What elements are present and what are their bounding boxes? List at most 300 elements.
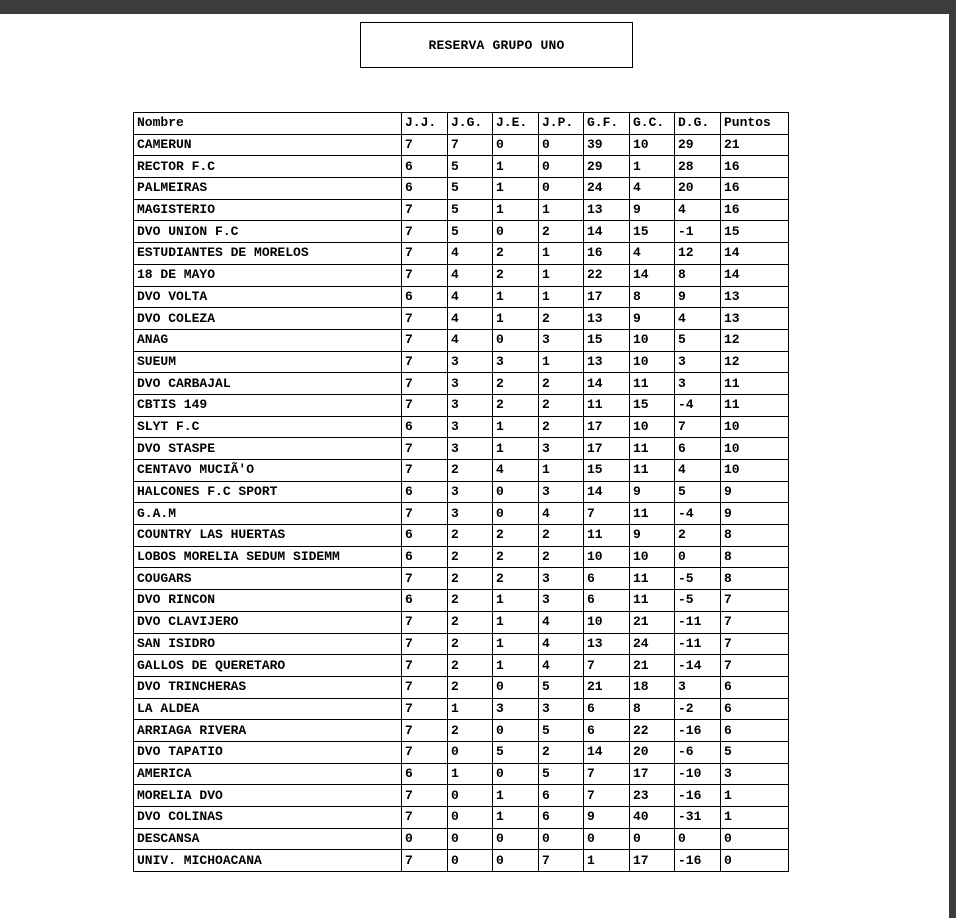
cell-dg: 3 <box>675 351 721 373</box>
cell-puntos: 11 <box>721 373 789 395</box>
cell-je: 4 <box>493 460 539 482</box>
cell-jj: 6 <box>402 178 448 200</box>
cell-gc: 10 <box>630 329 675 351</box>
cell-je: 1 <box>493 199 539 221</box>
cell-jg: 2 <box>448 655 493 677</box>
cell-je: 0 <box>493 763 539 785</box>
cell-gf: 14 <box>584 373 630 395</box>
cell-jg: 0 <box>448 741 493 763</box>
cell-jj: 7 <box>402 373 448 395</box>
table-header-row <box>134 113 789 135</box>
cell-jp: 2 <box>539 373 584 395</box>
cell-dg: -6 <box>675 741 721 763</box>
cell-gf: 7 <box>584 503 630 525</box>
cell-team-name: LA ALDEA <box>134 698 402 720</box>
cell-team-name: ESTUDIANTES DE MORELOS <box>134 243 402 265</box>
cell-gf: 6 <box>584 698 630 720</box>
cell-jj: 7 <box>402 199 448 221</box>
cell-dg: 4 <box>675 308 721 330</box>
cell-gc: 11 <box>630 373 675 395</box>
header-puntos: Puntos <box>721 113 789 135</box>
cell-puntos: 6 <box>721 720 789 742</box>
cell-dg: -16 <box>675 720 721 742</box>
cell-jj: 7 <box>402 633 448 655</box>
cell-puntos: 14 <box>721 264 789 286</box>
cell-puntos: 8 <box>721 568 789 590</box>
cell-puntos: 15 <box>721 221 789 243</box>
cell-gc: 4 <box>630 178 675 200</box>
cell-jp: 3 <box>539 568 584 590</box>
cell-puntos: 13 <box>721 286 789 308</box>
cell-jg: 2 <box>448 568 493 590</box>
cell-dg: 4 <box>675 460 721 482</box>
cell-jp: 3 <box>539 438 584 460</box>
cell-jg: 4 <box>448 286 493 308</box>
cell-team-name: CBTIS 149 <box>134 394 402 416</box>
cell-dg: -16 <box>675 850 721 872</box>
header-jj: J.J. <box>402 113 448 135</box>
cell-gc: 10 <box>630 416 675 438</box>
cell-team-name: DVO UNION F.C <box>134 221 402 243</box>
cell-jp: 5 <box>539 676 584 698</box>
cell-dg: 20 <box>675 178 721 200</box>
cell-jp: 4 <box>539 655 584 677</box>
cell-je: 1 <box>493 416 539 438</box>
cell-jj: 7 <box>402 850 448 872</box>
cell-team-name: PALMEIRAS <box>134 178 402 200</box>
cell-jj: 7 <box>402 134 448 156</box>
cell-gc: 17 <box>630 763 675 785</box>
cell-gf: 14 <box>584 741 630 763</box>
cell-gc: 9 <box>630 308 675 330</box>
cell-puntos: 9 <box>721 503 789 525</box>
cell-jg: 5 <box>448 178 493 200</box>
header-gf: G.F. <box>584 113 630 135</box>
page-title: RESERVA GRUPO UNO <box>360 22 633 68</box>
table-row <box>134 828 789 850</box>
cell-dg: 12 <box>675 243 721 265</box>
cell-jp: 2 <box>539 741 584 763</box>
cell-jj: 7 <box>402 460 448 482</box>
cell-gc: 8 <box>630 698 675 720</box>
cell-puntos: 12 <box>721 329 789 351</box>
cell-jp: 0 <box>539 828 584 850</box>
cell-jp: 3 <box>539 698 584 720</box>
cell-team-name: DVO TRINCHERAS <box>134 676 402 698</box>
cell-dg: -5 <box>675 568 721 590</box>
cell-jj: 6 <box>402 286 448 308</box>
cell-jg: 0 <box>448 785 493 807</box>
cell-puntos: 8 <box>721 525 789 547</box>
cell-jp: 6 <box>539 807 584 829</box>
cell-dg: -2 <box>675 698 721 720</box>
cell-dg: 2 <box>675 525 721 547</box>
cell-jg: 3 <box>448 416 493 438</box>
cell-gc: 9 <box>630 199 675 221</box>
cell-dg: 29 <box>675 134 721 156</box>
cell-dg: 0 <box>675 828 721 850</box>
cell-gc: 11 <box>630 568 675 590</box>
cell-jg: 4 <box>448 243 493 265</box>
cell-jp: 3 <box>539 329 584 351</box>
cell-jj: 6 <box>402 416 448 438</box>
cell-dg: 5 <box>675 481 721 503</box>
cell-gf: 1 <box>584 850 630 872</box>
cell-jp: 4 <box>539 503 584 525</box>
table-row <box>134 676 789 698</box>
cell-gf: 13 <box>584 351 630 373</box>
cell-je: 2 <box>493 525 539 547</box>
cell-puntos: 7 <box>721 611 789 633</box>
standings-body <box>134 134 789 871</box>
cell-jp: 2 <box>539 221 584 243</box>
cell-dg: 7 <box>675 416 721 438</box>
table-row <box>134 308 789 330</box>
cell-team-name: SAN ISIDRO <box>134 633 402 655</box>
header-je: J.E. <box>493 113 539 135</box>
cell-jp: 1 <box>539 264 584 286</box>
cell-jg: 0 <box>448 850 493 872</box>
cell-gc: 10 <box>630 546 675 568</box>
cell-jg: 5 <box>448 156 493 178</box>
header-gc: G.C. <box>630 113 675 135</box>
cell-jg: 0 <box>448 828 493 850</box>
header-jg: J.G. <box>448 113 493 135</box>
table-row <box>134 221 789 243</box>
cell-je: 2 <box>493 264 539 286</box>
cell-gf: 6 <box>584 590 630 612</box>
cell-gc: 9 <box>630 481 675 503</box>
cell-gf: 17 <box>584 416 630 438</box>
cell-gf: 16 <box>584 243 630 265</box>
cell-team-name: GALLOS DE QUERETARO <box>134 655 402 677</box>
cell-je: 2 <box>493 373 539 395</box>
table-row <box>134 763 789 785</box>
cell-puntos: 10 <box>721 416 789 438</box>
table-row <box>134 698 789 720</box>
cell-jj: 7 <box>402 264 448 286</box>
cell-jj: 7 <box>402 611 448 633</box>
cell-team-name: DVO STASPE <box>134 438 402 460</box>
cell-je: 2 <box>493 546 539 568</box>
cell-puntos: 21 <box>721 134 789 156</box>
cell-je: 0 <box>493 221 539 243</box>
cell-gc: 10 <box>630 134 675 156</box>
cell-jj: 6 <box>402 481 448 503</box>
table-row <box>134 785 789 807</box>
cell-gf: 11 <box>584 394 630 416</box>
cell-gc: 11 <box>630 438 675 460</box>
cell-gc: 15 <box>630 221 675 243</box>
cell-jp: 5 <box>539 763 584 785</box>
header-dg: D.G. <box>675 113 721 135</box>
cell-team-name: COUGARS <box>134 568 402 590</box>
cell-dg: -10 <box>675 763 721 785</box>
cell-jj: 7 <box>402 503 448 525</box>
cell-team-name: ANAG <box>134 329 402 351</box>
cell-gc: 11 <box>630 460 675 482</box>
cell-gf: 11 <box>584 525 630 547</box>
cell-je: 0 <box>493 850 539 872</box>
cell-dg: 8 <box>675 264 721 286</box>
cell-puntos: 0 <box>721 850 789 872</box>
table-row <box>134 655 789 677</box>
cell-je: 2 <box>493 568 539 590</box>
cell-je: 1 <box>493 807 539 829</box>
cell-gf: 6 <box>584 568 630 590</box>
cell-je: 2 <box>493 243 539 265</box>
cell-je: 3 <box>493 698 539 720</box>
cell-jg: 2 <box>448 546 493 568</box>
cell-gf: 7 <box>584 763 630 785</box>
cell-dg: 4 <box>675 199 721 221</box>
cell-jg: 3 <box>448 438 493 460</box>
cell-gc: 21 <box>630 655 675 677</box>
table-row <box>134 568 789 590</box>
cell-dg: -11 <box>675 633 721 655</box>
cell-jg: 2 <box>448 525 493 547</box>
table-row <box>134 633 789 655</box>
cell-jp: 3 <box>539 481 584 503</box>
cell-je: 5 <box>493 741 539 763</box>
table-row <box>134 156 789 178</box>
table-row <box>134 590 789 612</box>
cell-je: 1 <box>493 178 539 200</box>
table-row <box>134 460 789 482</box>
cell-team-name: ARRIAGA RIVERA <box>134 720 402 742</box>
cell-jp: 2 <box>539 525 584 547</box>
table-row <box>134 438 789 460</box>
table-row <box>134 611 789 633</box>
cell-je: 1 <box>493 655 539 677</box>
cell-jp: 2 <box>539 416 584 438</box>
header-jp: J.P. <box>539 113 584 135</box>
cell-jj: 0 <box>402 828 448 850</box>
cell-puntos: 3 <box>721 763 789 785</box>
cell-je: 0 <box>493 329 539 351</box>
cell-puntos: 11 <box>721 394 789 416</box>
cell-jj: 6 <box>402 525 448 547</box>
cell-jj: 7 <box>402 676 448 698</box>
cell-jp: 2 <box>539 308 584 330</box>
cell-je: 0 <box>493 676 539 698</box>
cell-team-name: DVO RINCON <box>134 590 402 612</box>
cell-gc: 8 <box>630 286 675 308</box>
table-row <box>134 264 789 286</box>
cell-puntos: 13 <box>721 308 789 330</box>
cell-team-name: AMERICA <box>134 763 402 785</box>
cell-jp: 1 <box>539 243 584 265</box>
cell-team-name: RECTOR F.C <box>134 156 402 178</box>
cell-gf: 13 <box>584 308 630 330</box>
cell-gc: 11 <box>630 590 675 612</box>
cell-team-name: G.A.M <box>134 503 402 525</box>
viewer-top-bar <box>0 0 956 14</box>
cell-team-name: UNIV. MICHOACANA <box>134 850 402 872</box>
cell-je: 1 <box>493 590 539 612</box>
cell-jj: 7 <box>402 568 448 590</box>
cell-team-name: DVO TAPATIO <box>134 741 402 763</box>
cell-dg: 28 <box>675 156 721 178</box>
cell-jg: 4 <box>448 308 493 330</box>
cell-gf: 17 <box>584 438 630 460</box>
cell-je: 1 <box>493 633 539 655</box>
cell-team-name: 18 DE MAYO <box>134 264 402 286</box>
cell-jj: 7 <box>402 394 448 416</box>
cell-jg: 3 <box>448 481 493 503</box>
cell-je: 1 <box>493 286 539 308</box>
cell-dg: 5 <box>675 329 721 351</box>
cell-gf: 7 <box>584 655 630 677</box>
cell-gf: 24 <box>584 178 630 200</box>
cell-puntos: 9 <box>721 481 789 503</box>
table-row <box>134 741 789 763</box>
cell-puntos: 7 <box>721 590 789 612</box>
cell-puntos: 16 <box>721 178 789 200</box>
cell-jg: 2 <box>448 676 493 698</box>
cell-gc: 21 <box>630 611 675 633</box>
cell-jp: 1 <box>539 351 584 373</box>
cell-team-name: SUEUM <box>134 351 402 373</box>
cell-puntos: 7 <box>721 633 789 655</box>
cell-je: 0 <box>493 828 539 850</box>
table-row <box>134 373 789 395</box>
cell-team-name: LOBOS MORELIA SEDUM SIDEMM <box>134 546 402 568</box>
cell-je: 1 <box>493 611 539 633</box>
cell-jg: 2 <box>448 460 493 482</box>
cell-dg: -31 <box>675 807 721 829</box>
cell-puntos: 14 <box>721 243 789 265</box>
cell-puntos: 16 <box>721 156 789 178</box>
cell-jg: 2 <box>448 633 493 655</box>
cell-gc: 23 <box>630 785 675 807</box>
table-row <box>134 481 789 503</box>
cell-dg: -16 <box>675 785 721 807</box>
cell-team-name: DVO COLINAS <box>134 807 402 829</box>
cell-dg: -4 <box>675 394 721 416</box>
cell-jg: 3 <box>448 373 493 395</box>
cell-gf: 21 <box>584 676 630 698</box>
cell-puntos: 6 <box>721 698 789 720</box>
cell-dg: -14 <box>675 655 721 677</box>
cell-team-name: COUNTRY LAS HUERTAS <box>134 525 402 547</box>
cell-gf: 14 <box>584 481 630 503</box>
cell-team-name: MORELIA DVO <box>134 785 402 807</box>
table-row <box>134 720 789 742</box>
cell-jp: 2 <box>539 394 584 416</box>
cell-team-name: HALCONES F.C SPORT <box>134 481 402 503</box>
table-row <box>134 329 789 351</box>
cell-jg: 1 <box>448 698 493 720</box>
cell-team-name: CAMERUN <box>134 134 402 156</box>
cell-je: 1 <box>493 785 539 807</box>
cell-gc: 15 <box>630 394 675 416</box>
cell-puntos: 16 <box>721 199 789 221</box>
cell-je: 1 <box>493 438 539 460</box>
cell-jg: 2 <box>448 590 493 612</box>
table-row <box>134 503 789 525</box>
table-row <box>134 850 789 872</box>
table-row <box>134 394 789 416</box>
cell-jg: 4 <box>448 264 493 286</box>
cell-gf: 10 <box>584 611 630 633</box>
cell-gc: 24 <box>630 633 675 655</box>
cell-je: 3 <box>493 351 539 373</box>
cell-puntos: 10 <box>721 438 789 460</box>
cell-jj: 6 <box>402 763 448 785</box>
cell-dg: -4 <box>675 503 721 525</box>
cell-dg: 3 <box>675 676 721 698</box>
cell-puntos: 8 <box>721 546 789 568</box>
cell-gc: 1 <box>630 156 675 178</box>
cell-je: 0 <box>493 720 539 742</box>
cell-jj: 7 <box>402 329 448 351</box>
cell-jj: 7 <box>402 741 448 763</box>
cell-puntos: 1 <box>721 807 789 829</box>
cell-team-name: DVO COLEZA <box>134 308 402 330</box>
cell-gc: 10 <box>630 351 675 373</box>
cell-jp: 1 <box>539 286 584 308</box>
table-row <box>134 199 789 221</box>
cell-jp: 3 <box>539 590 584 612</box>
cell-gf: 14 <box>584 221 630 243</box>
cell-team-name: CENTAVO MUCIÃ'O <box>134 460 402 482</box>
cell-gf: 0 <box>584 828 630 850</box>
cell-gf: 13 <box>584 633 630 655</box>
cell-je: 0 <box>493 134 539 156</box>
cell-jp: 0 <box>539 178 584 200</box>
cell-gf: 22 <box>584 264 630 286</box>
cell-dg: -1 <box>675 221 721 243</box>
cell-jg: 7 <box>448 134 493 156</box>
cell-puntos: 0 <box>721 828 789 850</box>
cell-gf: 6 <box>584 720 630 742</box>
cell-dg: -5 <box>675 590 721 612</box>
cell-jj: 6 <box>402 546 448 568</box>
cell-team-name: DVO CARBAJAL <box>134 373 402 395</box>
cell-puntos: 6 <box>721 676 789 698</box>
cell-gf: 13 <box>584 199 630 221</box>
viewer-right-edge <box>949 14 956 918</box>
cell-gc: 17 <box>630 850 675 872</box>
cell-jj: 7 <box>402 221 448 243</box>
cell-gf: 15 <box>584 329 630 351</box>
cell-jj: 7 <box>402 438 448 460</box>
cell-jp: 4 <box>539 633 584 655</box>
cell-jp: 1 <box>539 199 584 221</box>
cell-gc: 14 <box>630 264 675 286</box>
cell-dg: -11 <box>675 611 721 633</box>
cell-jj: 7 <box>402 807 448 829</box>
cell-team-name: DESCANSA <box>134 828 402 850</box>
cell-jj: 6 <box>402 590 448 612</box>
cell-dg: 3 <box>675 373 721 395</box>
cell-gf: 10 <box>584 546 630 568</box>
header-nombre: Nombre <box>134 113 402 135</box>
table-row <box>134 178 789 200</box>
cell-gf: 17 <box>584 286 630 308</box>
table-row <box>134 243 789 265</box>
cell-gc: 20 <box>630 741 675 763</box>
cell-puntos: 7 <box>721 655 789 677</box>
cell-gf: 29 <box>584 156 630 178</box>
cell-gc: 40 <box>630 807 675 829</box>
cell-team-name: SLYT F.C <box>134 416 402 438</box>
table-row <box>134 807 789 829</box>
cell-je: 2 <box>493 394 539 416</box>
cell-dg: 0 <box>675 546 721 568</box>
cell-je: 1 <box>493 308 539 330</box>
